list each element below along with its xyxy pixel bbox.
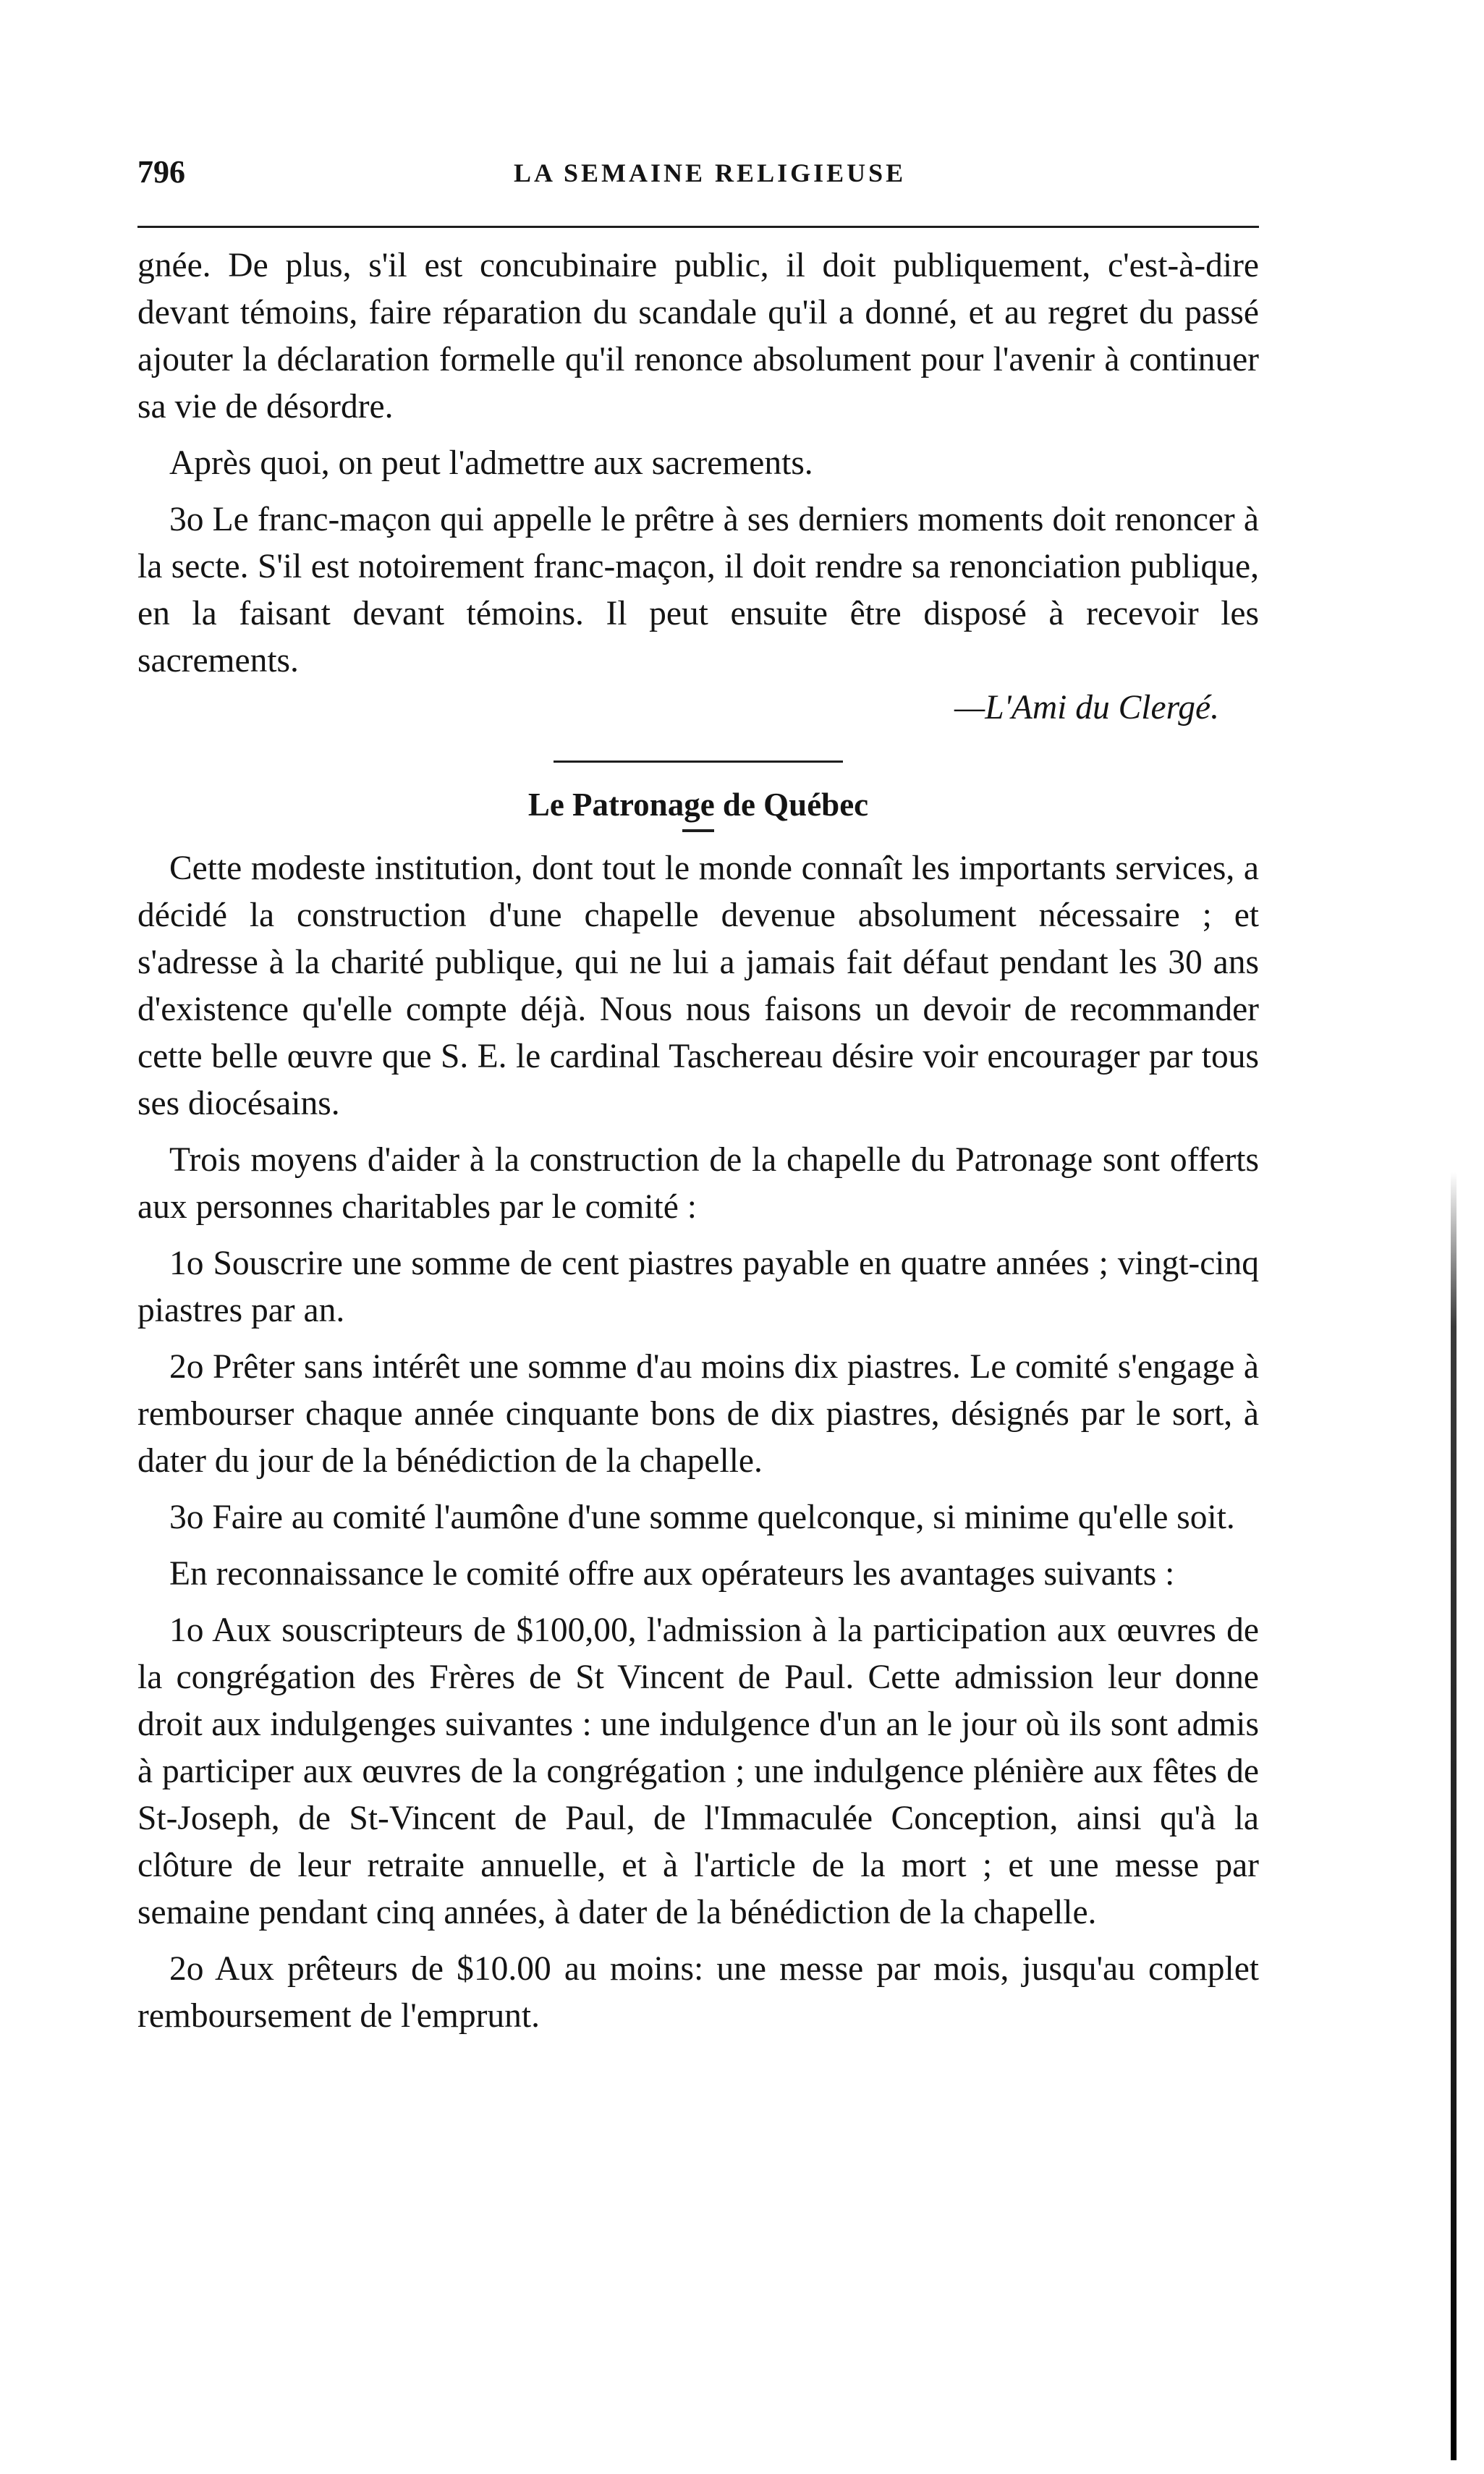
paragraph: 1o Souscrire une somme de cent piastres payable en quatre années ; vingt-cinq piastres par an. — [137, 1245, 1259, 1329]
document-page — [137, 0, 1259, 2474]
scan-edge-shadow — [1451, 1172, 1457, 2460]
signature: —L'Ami du Clergé. — [954, 689, 1219, 726]
paragraph: 3o Le franc-maçon qui appelle le prêtre à ses derniers moments doit renoncer à la secte. S'il est notoirement franc-maçon, il doit rendre sa renonciation publique, en la faisant devant témoins. Il peut ensuite être disposé à recevoir les sacrements. — [137, 501, 1259, 679]
paragraph: 1o Aux souscripteurs de $100,00, l'admission à la participation aux œuvres de la congrégation des Frères de St Vincent de Paul. Cette admission leur donne droit aux indulgenges suivantes : une indulgence d'un an le jour où ils sont admis à participer aux œuvres de la congrégation ; une indulgence plénière aux fêtes de St-Joseph, de St-Vincent de Paul, de l'Immaculée Conception, ainsi qu'à la clôture de leur retraite annuelle, et à l'article de la mort ; et une messe par semaine pendant cinq années, à dater de la bénédiction de la chapelle. — [137, 1611, 1259, 1931]
title-dash — [682, 829, 714, 832]
paragraph: Trois moyens d'aider à la construction de la chapelle du Patronage sont offerts aux personnes charitables par le comité : — [137, 1141, 1259, 1226]
paragraph: 3o Faire au comité l'aumône d'une somme quelconque, si minime qu'elle soit. — [169, 1499, 1235, 1536]
running-head — [137, 153, 1259, 197]
paragraph: gnée. De plus, s'il est concubinaire public, il doit publiquement, c'est-à-dire devant témoins, faire réparation du scandale qu'il a donné, et au regret du passé ajouter la déclaration formelle qu'il renonce absolument pour l'avenir à continuer sa vie de désordre. — [137, 247, 1259, 425]
paragraph: 2o Prêter sans intérêt une somme d'au moins dix piastres. Le comité s'engage à rembourser chaque année cinquante bons de dix piastres, désignés par le sort, à dater du jour de la bénédiction de la chapelle. — [137, 1348, 1259, 1480]
paragraph: Après quoi, on peut l'admettre aux sacrements. — [169, 444, 813, 482]
page-number: 796 — [137, 154, 185, 190]
paragraph: Cette modeste institution, dont tout le monde connaît les importants services, a décidé la construction d'une chapelle devenue absolument nécessaire ; et s'adresse à la charité publique, qui ne lui a jamais fait défaut pendant les 30 ans d'existence qu'elle compte déjà. Nous nous faisons un devoir de recommander cette belle œuvre que S. E. le cardinal Taschereau désire voir encourager par tous ses diocésains. — [137, 850, 1259, 1122]
journal-title: LA SEMAINE RELIGIEUSE — [514, 158, 907, 187]
paragraph: 2o Aux prêteurs de $10.00 au moins: une messe par mois, jusqu'au complet remboursement de l'emprunt. — [137, 1950, 1259, 2035]
paragraph: En reconnaissance le comité offre aux opérateurs les avantages suivants : — [169, 1555, 1175, 1593]
section-divider — [554, 761, 843, 763]
header-rule — [137, 226, 1259, 228]
article-body — [137, 242, 1259, 2040]
section-title: Le Patronage de Québec — [527, 787, 869, 823]
